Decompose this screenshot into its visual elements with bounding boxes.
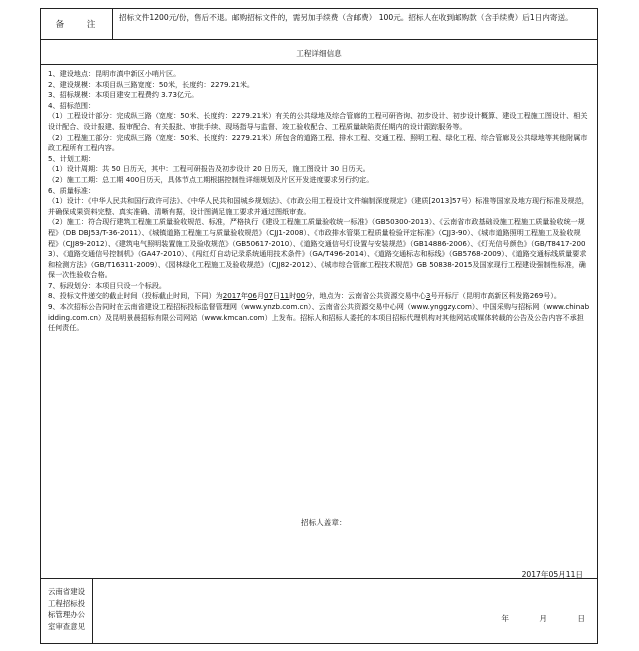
- deadline-day-label: 日: [273, 291, 281, 301]
- item-schedule-design: （1）设计周期：共 50 日历天，其中：工程可研报告及初步设计 20 日历天，施工图设计 30 日历天。: [48, 164, 370, 174]
- item-location: 1、建设地点：昆明市滇中新区小哨片区。: [48, 69, 181, 78]
- deadline-month-label: 月: [256, 291, 265, 301]
- review-row: [41, 579, 597, 645]
- deadline-room: 3: [425, 291, 431, 301]
- project-details: [41, 65, 597, 579]
- announcement-form: [40, 8, 598, 644]
- item-lots: 7、标段划分：本项目只设一个标段。: [48, 280, 167, 290]
- item-bid-scale: 3、招标规模：本项目建安工程费约 3.73亿元。: [48, 90, 199, 100]
- item-scope-construction: （2）工程施工部分：完成纵三路（宽度：50米、长度约：2279.21米）所包含的道路工程、排水工程、交通工程、照明工程、绿化工程、综合管廊及公共绿地等其他附属市政工程所有工程内容。: [48, 132, 588, 153]
- remark-text: 招标文件1200元/份，售后不退。邮购招标文件的，需另加手续费（含邮费） 100元。招标人在收到邮购款（含手续费）后1日内寄送。: [119, 13, 573, 22]
- item-schedule-heading: 5、计划工期：: [48, 153, 96, 163]
- deadline-year: 2017: [222, 291, 241, 301]
- deadline-year-label: 年: [240, 291, 248, 301]
- section-title: 工程详细信息: [296, 49, 342, 58]
- detail-items: [48, 69, 590, 334]
- item-publication: 9、本次招标公告同时在云南省建设工程招标投标监督管理网（www.ynzb.com.cn）、云南省公共资源交易中心网（www.ynggzy.com）、中国采购与招标网（www.chinabidding.com.cn）及昆明景晨招标有限公司网站（www.kmcan.com）上发布。招标人和招标人委托的本项目招标代理机构对其他网站或媒体转载的公告及公告内容不承担任何责任。: [48, 302, 590, 333]
- item-scope-design: （1）工程设计部分：完成纵三路（宽度：50米、长度约：2279.21米）有关的公共绿地及综合管廊的工程可研咨询、初步设计、初步设计概算、建设工程施工图设计、相关设计配合、设计报建、报审配合、有关报批、审批手续、现场指导与监督、竣工验收配合、工程质量缺陷责任期内的设计跟踪服务等。: [48, 111, 588, 131]
- deadline-hour: 11: [280, 291, 290, 301]
- item-deadline: [48, 291, 590, 302]
- deadline-hour-label: 时: [289, 291, 297, 301]
- deadline-day: 07: [264, 291, 274, 301]
- item-scale: 2、建设规模：本项目纵三路宽度：50米，长度约：2279.21米。: [48, 79, 255, 89]
- deadline-month: 06: [247, 291, 257, 301]
- item-scope-heading: 4、招标范围：: [48, 100, 96, 110]
- deadline-minute: 00: [296, 291, 306, 301]
- announcement-date: 2017年05月11日: [521, 570, 583, 579]
- office-line: 标管理办公: [48, 610, 85, 619]
- deadline-suffix: 号开标厅（昆明市高新区科发路269号）。: [430, 291, 562, 301]
- office-line: 云南省建设: [48, 587, 85, 596]
- section-title-row: [41, 40, 597, 65]
- office-line: 室审查意见: [48, 621, 85, 631]
- item-quality-heading: 6、质量标准：: [48, 185, 96, 195]
- tenderer-seal-label: 招标人盖章：: [301, 518, 347, 527]
- item-quality-construction: （2）施工：符合现行建筑工程施工质量验收规范、标准，严格执行《建设工程施工质量验收统一标准》（GB50300-2013）、《云南省市政基础设施工程施工质量验收统一规程》（DB DBJ53/T-36-2011）、《城镇道路工程施工与质量验收规范》（CJJ1-2008）、《市政排水管渠工程质量检验评定标准》（CJJ3-90）、《城市道路照明工程施工及验收规程》（CJJ89-2012）、《建筑电气照明装置施工及验收规范》（GB50617-2010）、《道路交通信号灯设置与安装规范》（GB14886-2006）、《灯光信号颜色》（GB/T8417-2003）、《道路交通信号控制机》（GA47-2010）、《闯红灯自动记录系统通用技术条件》（GA/T496-2014）、《道路交通标志和标线》（GB5768-2009）、《道路交通标线质量要求和检测方法》（GB/T16311-2009）、《园林绿化工程施工及验收规范》（CJJ82-2012）、《城市综合管廊工程技术规范》GB 50838-2015及国家现行工程建设强制性标准，确保一次性验收合格。: [48, 217, 587, 280]
- remark-label: 备 注: [41, 9, 113, 39]
- review-office-label: [41, 579, 93, 644]
- remark-row: [41, 9, 597, 40]
- review-date-placeholder: 年 月 日: [501, 614, 585, 623]
- item-quality-design: （1）设计：《中华人民共和国行政许可法》、《中华人民共和国城乡规划法》、《市政公用工程设计文件编制深度规定》（建质[2013]57号）标准等国家及地方现行标准及规范，并确保成果资料完整、真实准确、清晰有据，设计图满足施工要求并通过图纸审查。: [48, 196, 589, 216]
- office-line: 工程招标投: [48, 598, 85, 608]
- deadline-minute-label: 分，地点为：云南省公共资源交易中心: [305, 291, 426, 301]
- item-schedule-construction: （2）施工工期：总工期 400日历天，具体节点工期根据控制性详细规划及片区开发进度要求另行约定。: [48, 174, 374, 184]
- deadline-prefix: 8、投标文件递交的截止时间（投标截止时间，下同）为: [48, 291, 223, 301]
